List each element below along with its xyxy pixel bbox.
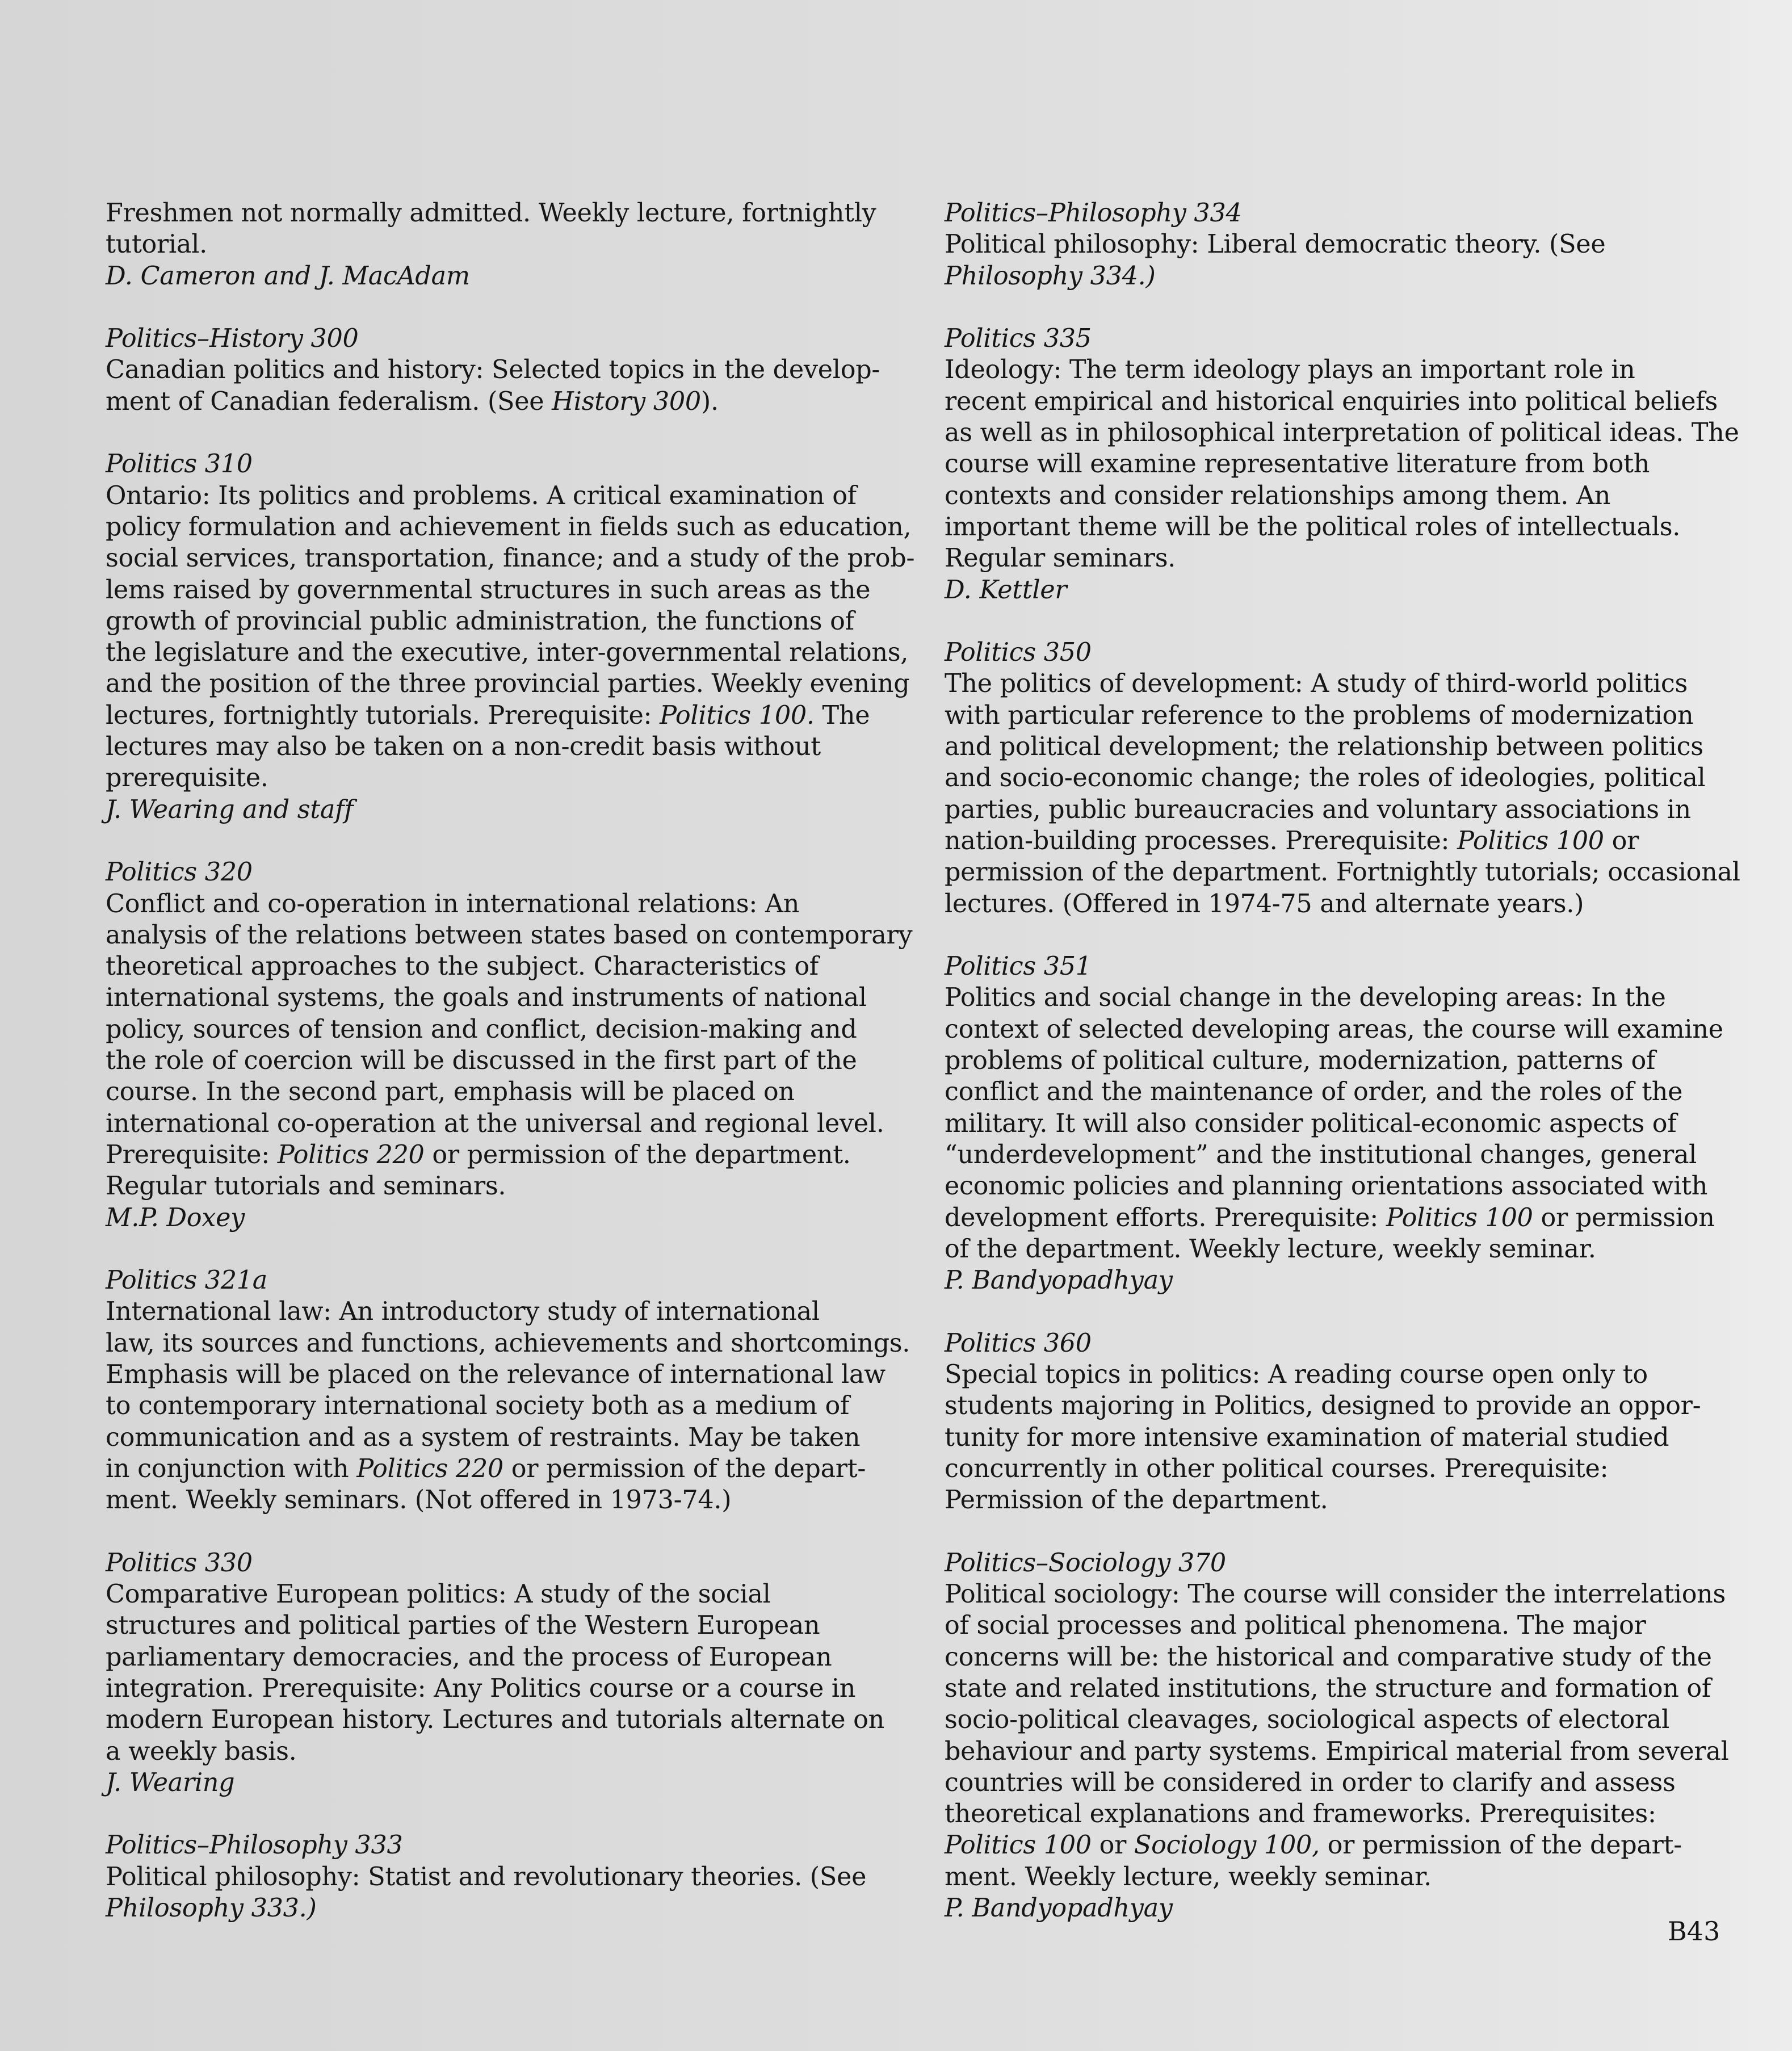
- text-line: [106, 951, 912, 982]
- text-line: [945, 1610, 1734, 1641]
- text-line: [945, 1767, 1734, 1798]
- text-line: [945, 1139, 1734, 1171]
- text-line: [106, 920, 912, 951]
- text-line: [106, 762, 912, 794]
- italic-text: P. Bandyopadhyay: [945, 1266, 1173, 1295]
- text-line: [106, 1704, 912, 1735]
- text-line: [106, 1547, 912, 1579]
- text-segment: ment of Canadian federalism. (See: [106, 387, 552, 416]
- text-line: [945, 574, 1734, 606]
- text-segment: parties, public bureaucracies and voluntary associations in: [945, 795, 1691, 824]
- text-segment: lems raised by governmental structures in such areas as the: [106, 575, 871, 605]
- text-segment: The politics of development: A study of third-world politics: [945, 669, 1688, 699]
- text-line: [106, 888, 912, 920]
- text-line: [945, 198, 1734, 229]
- text-line: [945, 417, 1739, 448]
- text-line: [945, 1390, 1734, 1421]
- text-line: [945, 857, 1740, 888]
- text-line: [945, 480, 1734, 511]
- text-segment: analysis of the relations between states based on contemporary: [106, 920, 913, 950]
- course-entry: [945, 198, 1734, 292]
- text-line: [106, 229, 912, 260]
- text-line: [106, 1484, 912, 1516]
- text-line: [945, 1861, 1734, 1893]
- text-segment: and socio-economic change; the roles of ideologies, political: [945, 764, 1706, 793]
- text-segment: The: [814, 701, 870, 730]
- text-segment: Conflict and co-operation in international relations: An: [106, 889, 800, 918]
- text-line: [106, 606, 912, 637]
- text-segment: growth of provincial public administration, the functions of: [106, 606, 854, 636]
- text-segment: Ideology: The term ideology plays an important role in: [945, 355, 1635, 385]
- text-line: [945, 1359, 1734, 1390]
- text-line: [945, 386, 1734, 417]
- text-line: [945, 1045, 1734, 1076]
- italic-text: M.P. Doxey: [106, 1203, 245, 1232]
- text-line: [106, 1045, 912, 1076]
- text-segment: context of selected developing areas, the course will examine: [945, 1014, 1723, 1044]
- course-entry: [106, 323, 912, 417]
- italic-text: P. Bandyopadhyay: [945, 1894, 1173, 1923]
- text-line: [106, 1893, 912, 1924]
- right-column: [945, 198, 1740, 1956]
- course-entry: [945, 637, 1740, 920]
- text-segment: of social processes and political phenomena. The major: [945, 1611, 1646, 1641]
- text-segment: Prerequisite:: [106, 1140, 278, 1169]
- text-segment: Political philosophy: Liberal democratic theory. (See: [945, 230, 1606, 259]
- text-line: [945, 637, 1734, 668]
- text-segment: Freshmen not normally admitted. Weekly lecture, fortnightly: [106, 199, 876, 228]
- text-line: [106, 1767, 912, 1798]
- italic-text: Politics 100: [945, 1831, 1092, 1860]
- text-segment: International law: An introductory study of international: [106, 1297, 820, 1327]
- text-line: [945, 511, 1734, 543]
- text-line: [945, 1642, 1734, 1673]
- text-segment: or permission of the depart-: [1319, 1831, 1682, 1860]
- text-segment: Canadian politics and history: Selected topics in the develop-: [106, 355, 880, 385]
- text-segment: policy, sources of tension and conflict, decision-making and: [106, 1014, 857, 1044]
- text-segment: a weekly basis.: [106, 1737, 297, 1766]
- text-line: [106, 1202, 912, 1234]
- text-segment: Political sociology: The course will consider the interrelations: [945, 1580, 1726, 1609]
- text-segment: military. It will also consider political-economic aspects of: [945, 1109, 1677, 1138]
- text-line: [106, 354, 912, 385]
- course-entry: [106, 857, 912, 1234]
- text-segment: ment. Weekly seminars. (Not offered in 1973-74.): [106, 1486, 732, 1515]
- italic-text: Politics–Sociology 370: [945, 1548, 1226, 1578]
- text-line: [106, 543, 915, 574]
- italic-text: Politics–Philosophy 333: [106, 1831, 403, 1860]
- text-segment: course will examine representative literature from both: [945, 450, 1650, 479]
- text-line: [945, 951, 1734, 982]
- text-line: [106, 448, 912, 480]
- text-segment: lectures. (Offered in 1974-75 and alternate years.): [945, 889, 1584, 918]
- text-line: [106, 857, 912, 888]
- text-line: [945, 261, 1734, 292]
- text-segment: lectures may also be taken on a non-credit basis without: [106, 732, 821, 762]
- text-line: [945, 1014, 1734, 1045]
- text-segment: international systems, the goals and instruments of national: [106, 983, 867, 1013]
- text-segment: concurrently in other political courses. Prerequisite:: [945, 1454, 1609, 1483]
- text-segment: course. In the second part, emphasis will be placed on: [106, 1077, 795, 1107]
- italic-text: Sociology 100,: [1134, 1831, 1320, 1860]
- text-segment: behaviour and party systems. Empirical material from several: [945, 1737, 1729, 1766]
- italic-text: Politics 350: [945, 638, 1092, 668]
- text-segment: nation-building processes. Prerequisite:: [945, 826, 1458, 855]
- text-line: [106, 386, 912, 417]
- text-segment: Permission of the department.: [945, 1486, 1328, 1515]
- italic-text: Politics 100: [1457, 826, 1604, 855]
- text-line: [106, 1642, 912, 1673]
- italic-text: Politics 335: [945, 324, 1092, 354]
- italic-text: Politics–Philosophy 334: [945, 199, 1242, 228]
- text-line: [945, 448, 1734, 480]
- text-segment: development efforts. Prerequisite:: [945, 1203, 1386, 1232]
- text-segment: ment. Weekly lecture, weekly seminar.: [945, 1862, 1432, 1891]
- italic-text: D. Cameron and J. MacAdam: [106, 261, 470, 291]
- italic-text: Politics 360: [945, 1328, 1092, 1358]
- text-segment: students majoring in Politics, designed to provide an oppor-: [945, 1391, 1701, 1421]
- text-segment: with particular reference to the problems of modernization: [945, 701, 1694, 730]
- text-line: [945, 1108, 1734, 1139]
- text-segment: the role of coercion will be discussed in the first part of the: [106, 1046, 857, 1076]
- text-segment: socio-political cleavages, sociological aspects of electoral: [945, 1705, 1669, 1735]
- italic-text: D. Kettler: [945, 575, 1067, 605]
- text-line: [106, 794, 912, 825]
- text-line: [945, 1736, 1734, 1767]
- italic-text: Politics 351: [945, 952, 1092, 982]
- text-line: [945, 1798, 1734, 1830]
- text-segment: important theme will be the political roles of intellectuals.: [945, 512, 1681, 542]
- text-line: [106, 1830, 912, 1861]
- text-line: [106, 1453, 912, 1484]
- text-segment: of the department. Weekly lecture, weekly seminar.: [945, 1234, 1596, 1264]
- text-line: [106, 700, 912, 731]
- text-segment: economic policies and planning orientations associated with: [945, 1172, 1708, 1201]
- italic-text: J. Wearing and staff: [106, 795, 354, 824]
- text-line: [945, 1704, 1734, 1735]
- text-segment: integration. Prerequisite: Any Politics course or a course in: [106, 1673, 856, 1703]
- course-entry: [945, 1547, 1734, 1924]
- text-line: [106, 574, 912, 606]
- text-line: [945, 1202, 1734, 1234]
- text-segment: or: [1604, 826, 1639, 855]
- italic-text: Politics 330: [106, 1548, 253, 1578]
- text-segment: the legislature and the executive, inter-governmental relations,: [106, 638, 909, 668]
- text-line: [106, 1359, 912, 1390]
- text-segment: recent empirical and historical enquiries into political beliefs: [945, 387, 1718, 416]
- text-line: [106, 1422, 912, 1453]
- text-segment: prerequisite.: [106, 764, 268, 793]
- text-segment: structures and political parties of the Western European: [106, 1611, 820, 1641]
- text-line: [945, 1076, 1734, 1108]
- text-line: [106, 511, 912, 543]
- text-segment: in conjunction with: [106, 1454, 357, 1483]
- text-segment: tunity for more intensive examination of material studied: [945, 1423, 1669, 1452]
- text-line: [106, 1139, 912, 1171]
- italic-text: Politics 320: [106, 858, 253, 887]
- italic-text: Politics 220: [277, 1140, 425, 1169]
- text-segment: Special topics in politics: A reading course open only to: [945, 1360, 1648, 1389]
- text-line: [106, 1076, 912, 1108]
- text-segment: and the position of the three provincial parties. Weekly evening: [106, 669, 910, 699]
- text-segment: Politics and social change in the developing areas: In the: [945, 983, 1666, 1013]
- text-line: [945, 794, 1734, 825]
- text-segment: international co-operation at the universal and regional level.: [106, 1109, 884, 1138]
- text-segment: theoretical approaches to the subject. Characteristics of: [106, 952, 819, 982]
- text-line: [945, 323, 1734, 354]
- italic-text: Politics 100.: [660, 701, 815, 730]
- text-line: [106, 1296, 912, 1327]
- text-segment: modern European history. Lectures and tutorials alternate on: [106, 1705, 884, 1735]
- text-line: [106, 1736, 912, 1767]
- text-line: [106, 1014, 912, 1045]
- text-line: [106, 637, 912, 668]
- text-segment: Political philosophy: Statist and revolutionary theories. (See: [106, 1862, 867, 1891]
- italic-text: Politics 220: [356, 1454, 503, 1483]
- text-line: [945, 731, 1734, 762]
- course-entry: [945, 1328, 1734, 1516]
- course-entry: [106, 448, 915, 825]
- course-entry: [945, 951, 1734, 1296]
- text-line: [106, 1108, 912, 1139]
- italic-text: Philosophy 334.): [945, 261, 1156, 291]
- course-entry: [106, 1265, 912, 1516]
- text-segment: “underdevelopment” and the institutional changes, general: [945, 1140, 1697, 1169]
- text-segment: as well as in philosophical interpretation of political ideas. The: [945, 418, 1739, 448]
- text-line: [945, 1265, 1734, 1296]
- text-line: [106, 1265, 912, 1296]
- course-entry: [106, 1547, 912, 1798]
- text-line: [106, 1328, 912, 1359]
- text-line: [945, 982, 1734, 1013]
- text-segment: countries will be considered in order to clarify and assess: [945, 1768, 1676, 1797]
- text-segment: concerns will be: the historical and comparative study of the: [945, 1642, 1712, 1672]
- text-segment: or: [1091, 1831, 1134, 1860]
- text-segment: Regular seminars.: [945, 544, 1176, 573]
- course-entry: [106, 1830, 912, 1924]
- text-segment: contexts and consider relationships among them. An: [945, 481, 1611, 510]
- text-line: [106, 1579, 912, 1610]
- text-segment: permission of the department. Fortnightly tutorials; occasional: [945, 858, 1740, 887]
- text-line: [945, 1579, 1734, 1610]
- text-line: [945, 825, 1734, 857]
- text-line: [106, 982, 912, 1013]
- italic-text: Politics 100: [1386, 1203, 1533, 1232]
- text-line: [106, 323, 912, 354]
- text-segment: lectures, fortnightly tutorials. Prerequisite:: [106, 701, 660, 730]
- text-line: [106, 198, 912, 229]
- text-line: [106, 480, 912, 511]
- italic-text: Politics 321a: [106, 1266, 267, 1295]
- text-segment: parliamentary democracies, and the process of European: [106, 1642, 832, 1672]
- text-line: [945, 1484, 1734, 1516]
- text-line: [945, 888, 1734, 920]
- text-segment: Regular tutorials and seminars.: [106, 1172, 506, 1201]
- text-line: [945, 1547, 1734, 1579]
- text-line: [945, 1234, 1734, 1265]
- italic-text: Philosophy 333.): [106, 1894, 317, 1923]
- text-line: [945, 543, 1734, 574]
- text-line: [106, 261, 912, 292]
- italic-text: J. Wearing: [106, 1768, 235, 1797]
- text-segment: state and related institutions, the structure and formation of: [945, 1673, 1711, 1703]
- page-number: B43: [1668, 1916, 1720, 1947]
- italic-text: Politics–History 300: [106, 324, 359, 354]
- text-line: [106, 1390, 912, 1421]
- text-line: [945, 668, 1734, 699]
- text-line: [945, 1830, 1734, 1861]
- text-line: [106, 668, 912, 699]
- text-segment: Comparative European politics: A study of the social: [106, 1580, 771, 1609]
- text-line: [945, 354, 1734, 385]
- text-segment: or permission of the department.: [424, 1140, 851, 1169]
- text-segment: or permission: [1533, 1203, 1715, 1232]
- text-segment: conflict and the maintenance of order, and the roles of the: [945, 1077, 1683, 1107]
- text-segment: ).: [700, 387, 719, 416]
- text-segment: theoretical explanations and frameworks. Prerequisites:: [945, 1800, 1656, 1829]
- text-segment: problems of political culture, modernization, patterns of: [945, 1046, 1656, 1076]
- italic-text: History 300: [552, 387, 701, 416]
- text-segment: Emphasis will be placed on the relevance of international law: [106, 1360, 885, 1389]
- text-line: [106, 731, 912, 762]
- text-line: [945, 1328, 1734, 1359]
- text-segment: social services, transportation, finance; and a study of the prob-: [106, 544, 915, 573]
- text-line: [945, 229, 1734, 260]
- text-line: [106, 1610, 912, 1641]
- text-segment: policy formulation and achievement in fields such as education,: [106, 512, 912, 542]
- text-line: [106, 1171, 912, 1202]
- text-line: [106, 1673, 912, 1704]
- text-segment: Ontario: Its politics and problems. A critical examination of: [106, 481, 857, 510]
- text-line: [945, 1893, 1734, 1924]
- course-entry: [106, 198, 912, 292]
- text-line: [945, 1673, 1734, 1704]
- text-segment: or permission of the depart-: [503, 1454, 866, 1483]
- text-segment: law, its sources and functions, achievements and shortcomings.: [106, 1328, 910, 1358]
- text-segment: and political development; the relationship between politics: [945, 732, 1703, 762]
- text-line: [945, 762, 1734, 794]
- text-line: [945, 700, 1734, 731]
- left-column: [106, 198, 915, 1956]
- text-line: [945, 1422, 1734, 1453]
- text-segment: tutorial.: [106, 230, 207, 259]
- text-line: [945, 1453, 1734, 1484]
- italic-text: Politics 310: [106, 450, 253, 479]
- text-segment: to contemporary international society both as a medium of: [106, 1391, 850, 1421]
- course-entry: [945, 323, 1739, 606]
- text-line: [106, 1861, 912, 1893]
- text-segment: communication and as a system of restraints. May be taken: [106, 1423, 861, 1452]
- text-line: [945, 1171, 1734, 1202]
